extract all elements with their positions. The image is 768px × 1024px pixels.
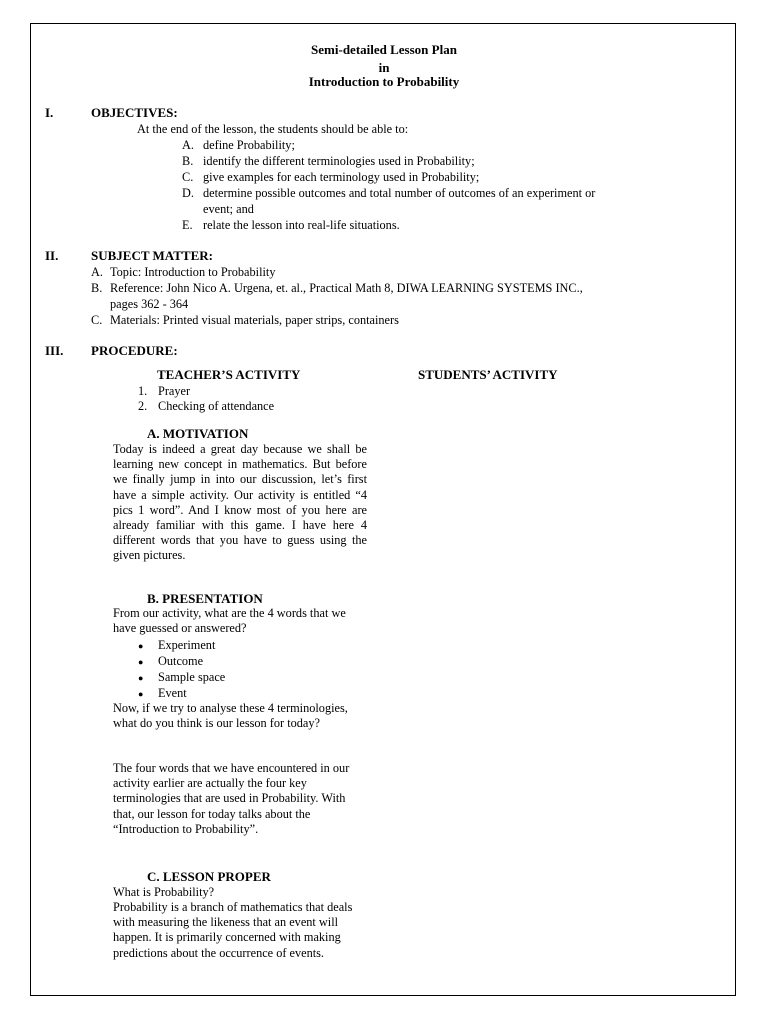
students-activity-heading: STUDENTS’ ACTIVITY — [418, 367, 558, 382]
preliminary-number: 2. — [138, 399, 148, 413]
objective-text: determine possible outcomes and total number of outcomes of an experiment or — [203, 186, 596, 200]
teacher-activity-heading: TEACHER’S ACTIVITY — [157, 367, 301, 382]
lesson-proper-heading: C. LESSON PROPER — [147, 869, 271, 884]
objective-letter: A. — [182, 138, 194, 152]
objective-letter: E. — [182, 218, 193, 232]
subject-matter-numeral: II. — [45, 248, 59, 263]
presentation-intro: From our activity, what are the 4 words that we have guessed or answered? — [113, 606, 346, 636]
presentation-bullet: Experiment — [158, 638, 216, 652]
subject-letter: C. — [91, 313, 103, 327]
objective-text: give examples for each terminology used in Probability; — [203, 170, 480, 184]
objectives-intro: At the end of the lesson, the students should be able to: — [137, 122, 409, 136]
procedure-numeral: III. — [45, 343, 64, 358]
presentation-bullet: Sample space — [158, 670, 226, 684]
objective-text: relate the lesson into real-life situations. — [203, 218, 400, 232]
bullet-icon: ● — [138, 673, 144, 683]
presentation-bullet: Outcome — [158, 654, 204, 668]
objectives-numeral: I. — [45, 105, 54, 120]
bullet-icon: ● — [138, 641, 144, 651]
bullet-icon: ● — [138, 689, 144, 699]
lesson-proper-question: What is Probability? — [113, 885, 215, 899]
presentation-bullet: Event — [158, 686, 187, 700]
objective-letter: B. — [182, 154, 194, 168]
preliminary-text: Checking of attendance — [158, 399, 275, 413]
subject-text: Materials: Printed visual materials, paper strips, containers — [110, 313, 399, 327]
subject-text: Reference: John Nico A. Urgena, et. al., Practical Math 8, DIWA LEARNING SYSTEMS INC., — [110, 281, 583, 295]
presentation-heading: B. PRESENTATION — [147, 591, 263, 606]
presentation-answer: The four words that we have encountered in our activity earlier are actually the four key terminologies that are used in Probability. With that, our lesson for today talks about the “Introduction to Probability”. — [113, 761, 350, 836]
objective-text: define Probability; — [203, 138, 295, 152]
objective-letter: D. — [182, 186, 194, 200]
bullet-icon: ● — [138, 657, 144, 667]
objective-text-continued: event; and — [203, 202, 254, 216]
subject-letter: A. — [91, 265, 103, 279]
motivation-text: Today is indeed a great day because we shall be learning new concept in mathematics. But before we finally jump in into our discussion, let’s first have a simple activity. Our activity is entitled “4 pics 1 word”. And I know most of you here are already familiar with this game. I have here 4 different words that you have to guess using the given pictures. — [113, 442, 367, 563]
lesson-proper-definition: Probability is a branch of mathematics that deals with measuring the likeness that an event will happen. It is primarily concerned with making predictions about the occurrence of events. — [113, 900, 353, 960]
objective-letter: C. — [182, 170, 194, 184]
doc-title-line3: Introduction to Probability — [308, 74, 460, 89]
subject-letter: B. — [91, 281, 103, 295]
objectives-heading: OBJECTIVES: — [91, 105, 178, 120]
doc-title-line2: in — [378, 60, 390, 75]
motivation-heading: A. MOTIVATION — [147, 426, 249, 441]
subject-matter-heading: SUBJECT MATTER: — [91, 248, 213, 263]
objective-text: identify the different terminologies used in Probability; — [203, 154, 475, 168]
subject-text: Topic: Introduction to Probability — [110, 265, 276, 279]
preliminary-text: Prayer — [158, 384, 191, 398]
procedure-heading: PROCEDURE: — [91, 343, 178, 358]
presentation-question: Now, if we try to analyse these 4 terminologies, what do you think is our lesson for today? — [113, 701, 348, 731]
doc-title-line1: Semi-detailed Lesson Plan — [311, 42, 457, 57]
preliminary-number: 1. — [138, 384, 148, 398]
subject-text-continued: pages 362 - 364 — [110, 297, 189, 311]
